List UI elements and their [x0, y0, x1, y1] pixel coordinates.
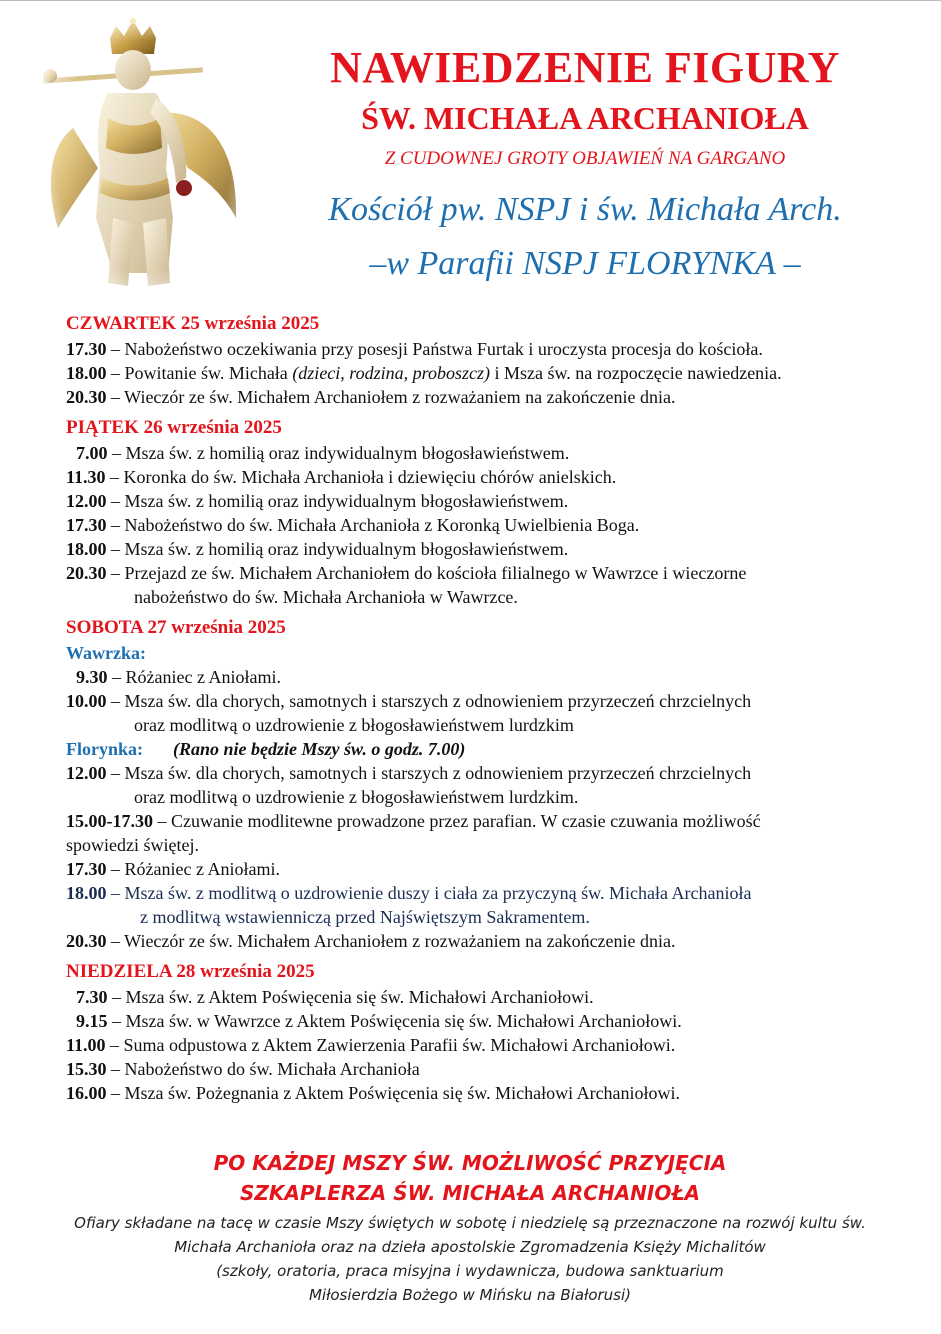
subtitle-origin: Z CUDOWNEJ GROTY OBJAWIEŃ NA GARGANO	[384, 148, 786, 169]
desc: – Msza św. z homilią oraz indywidualnym błogosławieństwem.	[106, 539, 569, 559]
location-heading-florynka: Florynka:	[66, 739, 144, 759]
time: 15.00-17.30	[66, 811, 153, 831]
desc: – Msza św. dla chorych, samotnych i starszych z odnowieniem przyrzeczeń chrzcielnych	[106, 691, 752, 711]
callout-line-1: PO KAŻDEJ MSZY ŚW. MOŻLIWOŚĆ PRZYJĘCIA	[213, 1151, 727, 1175]
schedule-item-continued: nabożeństwo do św. Michała Archanioła w Wawrzce.	[134, 587, 518, 607]
time: 17.30	[66, 859, 107, 879]
desc: – Wieczór ze św. Michałem Archaniołem z rozważaniem na zakończenie dnia.	[106, 387, 676, 407]
title-line-1: NAWIEDZENIE FIGURY	[330, 43, 840, 92]
time: 10.00	[66, 691, 107, 711]
church-name: Kościół pw. NSPJ i św. Michała Arch.	[328, 191, 842, 228]
desc: – Msza św. dla chorych, samotnych i starszych z odnowieniem przyrzeczeń chrzcielnych	[106, 763, 752, 783]
desc: – Msza św. z Aktem Poświęcenia się św. Michałowi Archaniołowi.	[107, 987, 594, 1007]
desc: – Msza św. z homilią oraz indywidualnym błogosławieństwem.	[107, 443, 570, 463]
schedule-item-continued: z modlitwą wstawienniczą przed Najświętszym Sakramentem.	[140, 907, 590, 927]
top-border	[0, 0, 941, 1]
schedule-item	[66, 881, 906, 905]
schedule-item	[66, 665, 906, 689]
offerings-note	[30, 1211, 910, 1307]
schedule-item	[66, 985, 906, 1009]
schedule-item	[66, 1081, 906, 1105]
time: 9.15	[76, 1011, 108, 1031]
time: 20.30	[66, 563, 107, 583]
time: 15.30	[66, 1059, 107, 1079]
day-heading-friday: PIĄTEK 26 września 2025	[66, 417, 282, 438]
schedule-item	[66, 337, 906, 361]
desc: – Nabożeństwo oczekiwania przy posesji Państwa Furtak i uroczysta procesja do kościoła.	[106, 339, 763, 359]
location-heading-wawrzka: Wawrzka:	[66, 643, 146, 663]
note-line-4: Miłosierdzia Bożego w Mińsku na Białorusi)	[308, 1286, 632, 1304]
day-heading-saturday: SOBOTA 27 września 2025	[66, 617, 286, 638]
time: 20.30	[66, 931, 107, 951]
time: 20.30	[66, 387, 107, 407]
desc: – Suma odpustowa z Aktem Zawierzenia Parafii św. Michałowi Archaniołowi.	[105, 1035, 676, 1055]
schedule	[66, 311, 906, 1105]
schedule-item	[66, 561, 906, 585]
time: 17.30	[66, 339, 107, 359]
schedule-item	[66, 441, 906, 465]
schedule-item	[66, 513, 906, 537]
note-line-1: Ofiary składane na tacę w czasie Mszy świętych w sobotę i niedzielę są przeznaczone na rozwój kultu św.	[74, 1214, 866, 1232]
desc: – Nabożeństwo do św. Michała Archanioła z Koronką Uwielbienia Boga.	[106, 515, 640, 535]
time: 12.00	[66, 491, 107, 511]
desc: – Nabożeństwo do św. Michała Archanioła	[106, 1059, 420, 1079]
callout-line-2: SZKAPLERZA ŚW. MICHAŁA ARCHANIOŁA	[239, 1181, 701, 1205]
desc: – Msza św. z homilią oraz indywidualnym błogosławieństwem.	[106, 491, 569, 511]
morning-mass-note: (Rano nie będzie Mszy św. o godz. 7.00)	[173, 739, 466, 759]
schedule-item-continued: oraz modlitwą o uzdrowienie z błogosławieństwem lurdzkim	[134, 715, 574, 735]
schedule-item	[66, 857, 906, 881]
desc: – Koronka do św. Michała Archanioła i dziewięciu chórów anielskich.	[105, 467, 617, 487]
time: 18.00	[66, 883, 107, 903]
time: 7.00	[76, 443, 108, 463]
scapular-callout	[30, 1148, 910, 1208]
desc: – Czuwanie modlitewne prowadzone przez parafian. W czasie czuwania możliwość	[153, 811, 761, 831]
desc: i Msza św. na rozpoczęcie nawiedzenia.	[489, 363, 782, 383]
schedule-item-continued: oraz modlitwą o uzdrowienie z błogosławieństwem lurdzkim.	[134, 787, 579, 807]
schedule-item	[66, 361, 906, 385]
schedule-item	[66, 537, 906, 561]
time: 12.00	[66, 763, 107, 783]
time: 9.30	[76, 667, 108, 687]
location-row-florynka	[66, 737, 906, 761]
schedule-item	[66, 1057, 906, 1081]
time: 18.00	[66, 363, 107, 383]
title-line-2: ŚW. MICHAŁA ARCHANIOŁA	[361, 100, 809, 136]
desc: – Powitanie św. Michała	[106, 363, 293, 383]
schedule-item	[66, 385, 906, 409]
day-heading-thursday: CZWARTEK 25 września 2025	[66, 313, 320, 334]
desc-italic: (dzieci, rodzina, proboszcz)	[292, 363, 490, 383]
note-line-3: (szkoły, oratoria, praca misyjna i wydawnicza, budowa sanktuarium	[216, 1262, 724, 1280]
schedule-item	[66, 1009, 906, 1033]
archangel-michael-statue-image	[38, 18, 248, 293]
time: 18.00	[66, 539, 107, 559]
desc: – Wieczór ze św. Michałem Archaniołem z rozważaniem na zakończenie dnia.	[106, 931, 676, 951]
desc: – Różaniec z Aniołami.	[106, 859, 280, 879]
desc: – Przejazd ze św. Michałem Archaniołem do kościoła filialnego w Wawrzce i wieczorne	[106, 563, 747, 583]
time: 11.30	[66, 467, 106, 487]
desc: – Msza św. Pożegnania z Aktem Poświęcenia się św. Michałowi Archaniołowi.	[106, 1083, 681, 1103]
schedule-item	[66, 1033, 906, 1057]
day-heading-sunday: NIEDZIELA 28 września 2025	[66, 961, 315, 982]
schedule-item-continued: spowiedzi świętej.	[66, 835, 199, 855]
time: 7.30	[76, 987, 108, 1007]
desc: – Różaniec z Aniołami.	[107, 667, 281, 687]
desc: – Msza św. w Wawrzce z Aktem Poświęcenia się św. Michałowi Archaniołowi.	[107, 1011, 682, 1031]
schedule-item	[66, 489, 906, 513]
note-line-2: Michała Archanioła oraz na dzieła apostolskie Zgromadzenia Księży Michalitów	[174, 1238, 766, 1256]
time: 17.30	[66, 515, 107, 535]
time: 11.00	[66, 1035, 106, 1055]
schedule-item	[66, 809, 906, 833]
time: 16.00	[66, 1083, 107, 1103]
schedule-item	[66, 689, 906, 713]
parish-name: –w Parafii NSPJ FLORYNKA –	[369, 245, 801, 282]
schedule-item	[66, 465, 906, 489]
desc: – Msza św. z modlitwą o uzdrowienie duszy i ciała za przyczyną św. Michała Archanioła	[106, 883, 752, 903]
schedule-item	[66, 761, 906, 785]
schedule-item	[66, 929, 906, 953]
